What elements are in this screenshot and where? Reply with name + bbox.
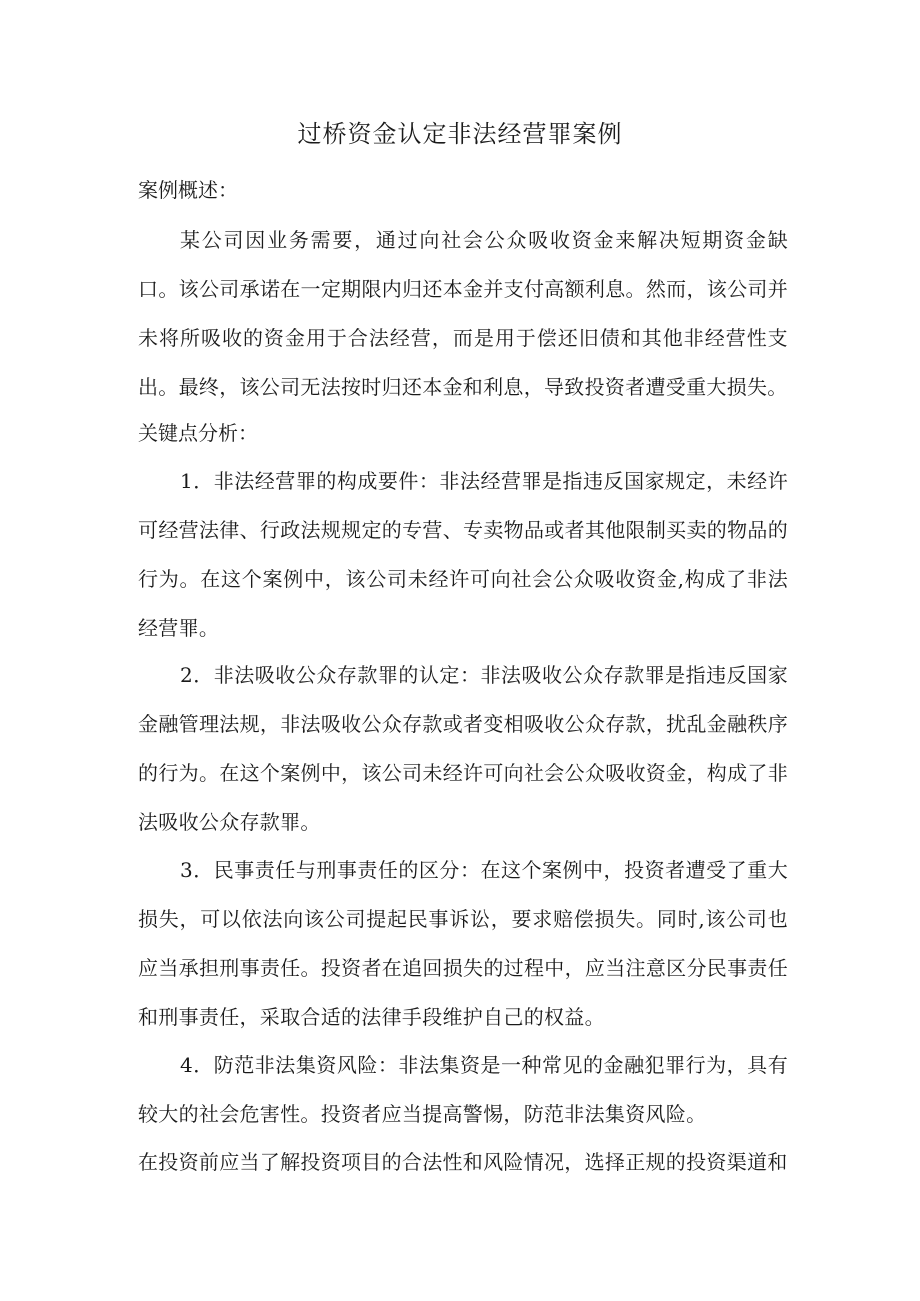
analysis-point-2: 2．非法吸收公众存款罪的认定：非法吸收公众存款罪是指违反国家金融管理法规，非法吸收公众存款或者变相吸收公众存款，扰乱金融秩序的行为。在这个案例中，该公司未经许可向社会公众吸收资金，构成了非法吸收公众存款罪。 bbox=[138, 663, 788, 834]
analysis-point-3: 3．民事责任与刑事责任的区分：在这个案例中，投资者遭受了重大损失，可以依法向该公司提起民事诉讼，要求赔偿损失。同时,该公司也应当承担刑事责任。投资者在追回损失的过程中，应当注意区分民事责任和刑事责任，采取合适的法律手段维护自己的权益。 bbox=[138, 858, 788, 1029]
analysis-point-1: 1．非法经营罪的构成要件：非法经营罪是指违反国家规定，未经许可经营法律、行政法规规定的专营、专卖物品或者其他限制买卖的物品的行为。在这个案例中，该公司未经许可向社会公众吸收资金,构成了非法经营罪。 bbox=[138, 469, 788, 640]
overview-paragraph: 某公司因业务需要，通过向社会公众吸收资金来解决短期资金缺口。该公司承诺在一定期限内归还本金并支付高额利息。然而，该公司并未将所吸收的资金用于合法经营，而是用于偿还旧债和其他非经营性支出。最终，该公司无法按时归还本金和利息，导致投资者遭受重大损失。 bbox=[138, 228, 788, 399]
document-title: 过桥资金认定非法经营罪案例 bbox=[297, 120, 623, 148]
overview-heading: 案例概述： bbox=[138, 178, 238, 202]
analysis-point-4: 4．防范非法集资风险：非法集资是一种常见的金融犯罪行为，具有较大的社会危害性。投资者应当提高警惕，防范非法集资风险。 bbox=[138, 1053, 788, 1126]
closing-paragraph: 在投资前应当了解投资项目的合法性和风险情况，选择正规的投资渠道和 bbox=[138, 1150, 788, 1174]
analysis-heading: 关键点分析： bbox=[138, 421, 258, 445]
